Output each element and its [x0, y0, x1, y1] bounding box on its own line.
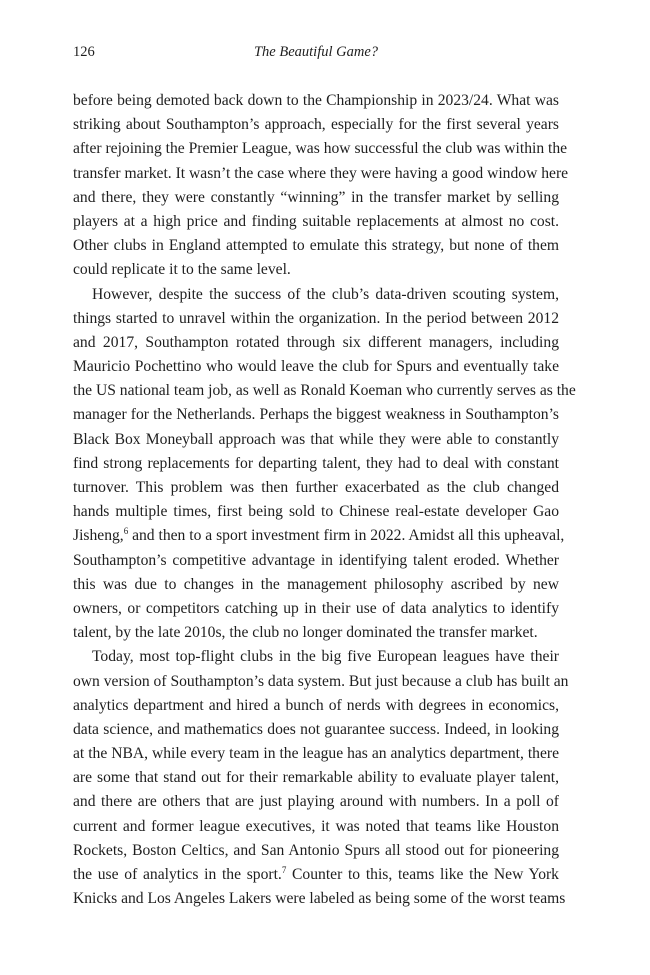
text-line: Jisheng,$^6$ and then to a sport investment firm in 2022. Amidst all this upheaval,	[73, 526, 565, 545]
text-line: could replicate it to the same level.	[73, 261, 291, 279]
text-line: Knicks and Los Angeles Lakers were labeled as being some of the worst teams	[73, 890, 566, 908]
text-line: after rejoining the Premier League, was how successful the club was within the	[73, 140, 568, 158]
text-line: before being demoted back down to the Championship in 2023/24. What was	[73, 92, 559, 109]
text-line: the use of analytics in the sport.$^7$ Counter to this, teams like the New York	[73, 865, 559, 883]
text-line: and there, they were constantly “winning” in the transfer market by selling	[73, 188, 559, 206]
text-line: and 2017, Southampton rotated through six different managers, including	[73, 333, 559, 351]
paragraph	[73, 645, 569, 911]
text-line: manager for the Netherlands. Perhaps the biggest weakness in Southampton’s	[73, 406, 559, 424]
text-line: this was due to changes in the management philosophy ascribed by new	[73, 575, 559, 593]
running-head	[73, 44, 559, 66]
text-line: the US national team job, as well as Ronald Koeman who currently serves as the	[73, 382, 576, 400]
body-text	[73, 89, 576, 911]
text-line: own version of Southampton’s data system. But just because a club has built an	[73, 672, 569, 690]
text-line: analytics department and hired a bunch of nerds with degrees in economics,	[73, 696, 559, 714]
text-line: Rockets, Boston Celtics, and San Antonio Spurs all stood out for pioneering	[73, 841, 559, 859]
text-line: hands multiple times, first being sold to Chinese real-estate developer Gao	[73, 503, 559, 521]
text-line: However, despite the success of the club’s data-driven scouting system,	[92, 285, 559, 303]
text-line: and there are others that are just playing around with numbers. In a poll of	[73, 793, 559, 811]
text-line: owners, or competitors catching up in their use of data analytics to identify	[73, 599, 559, 617]
running-title: The Beautiful Game?	[253, 44, 379, 60]
paragraph	[73, 283, 576, 646]
text-line: talent, by the late 2010s, the club no longer dominated the transfer market.	[73, 624, 538, 642]
text-line: Black Box Moneyball approach was that while they were able to constantly	[73, 430, 559, 448]
text-line: Today, most top-flight clubs in the big five European leagues have their	[92, 648, 559, 666]
footnote-marker[interactable]: 7	[281, 865, 287, 875]
text-line: turnover. This problem was then further exacerbated as the club changed	[73, 479, 559, 496]
text-line: Other clubs in England attempted to emulate this strategy, but none of them	[73, 237, 559, 255]
text-line: Southampton’s competitive advantage in identifying talent eroded. Whether	[73, 551, 559, 569]
page-number: 126	[73, 44, 95, 60]
text-line: transfer market. It wasn’t the case where they were having a good window here	[73, 164, 569, 182]
text-line: Mauricio Pochettino who would leave the club for Spurs and eventually take	[73, 358, 559, 376]
paragraph	[73, 89, 569, 283]
text-line: data science, and mathematics does not guarantee success. Indeed, in looking	[73, 720, 559, 738]
text-line: are some that stand out for their remarkable ability to evaluate player talent,	[73, 769, 559, 787]
text-line: striking about Southampton’s approach, especially for the first several years	[73, 116, 559, 134]
footnote-marker[interactable]: 6	[123, 526, 129, 537]
text-line: players at a high price and finding suitable replacements at almost no cost.	[73, 212, 559, 230]
text-line: at the NBA, while every team in the league has an analytics department, there	[73, 745, 559, 763]
text-line: find strong replacements for departing talent, they had to deal with constant	[73, 454, 559, 472]
text-line: things started to unravel within the organization. In the period between 2012	[73, 309, 559, 327]
text-line: current and former league executives, it was noted that teams like Houston	[73, 817, 559, 835]
